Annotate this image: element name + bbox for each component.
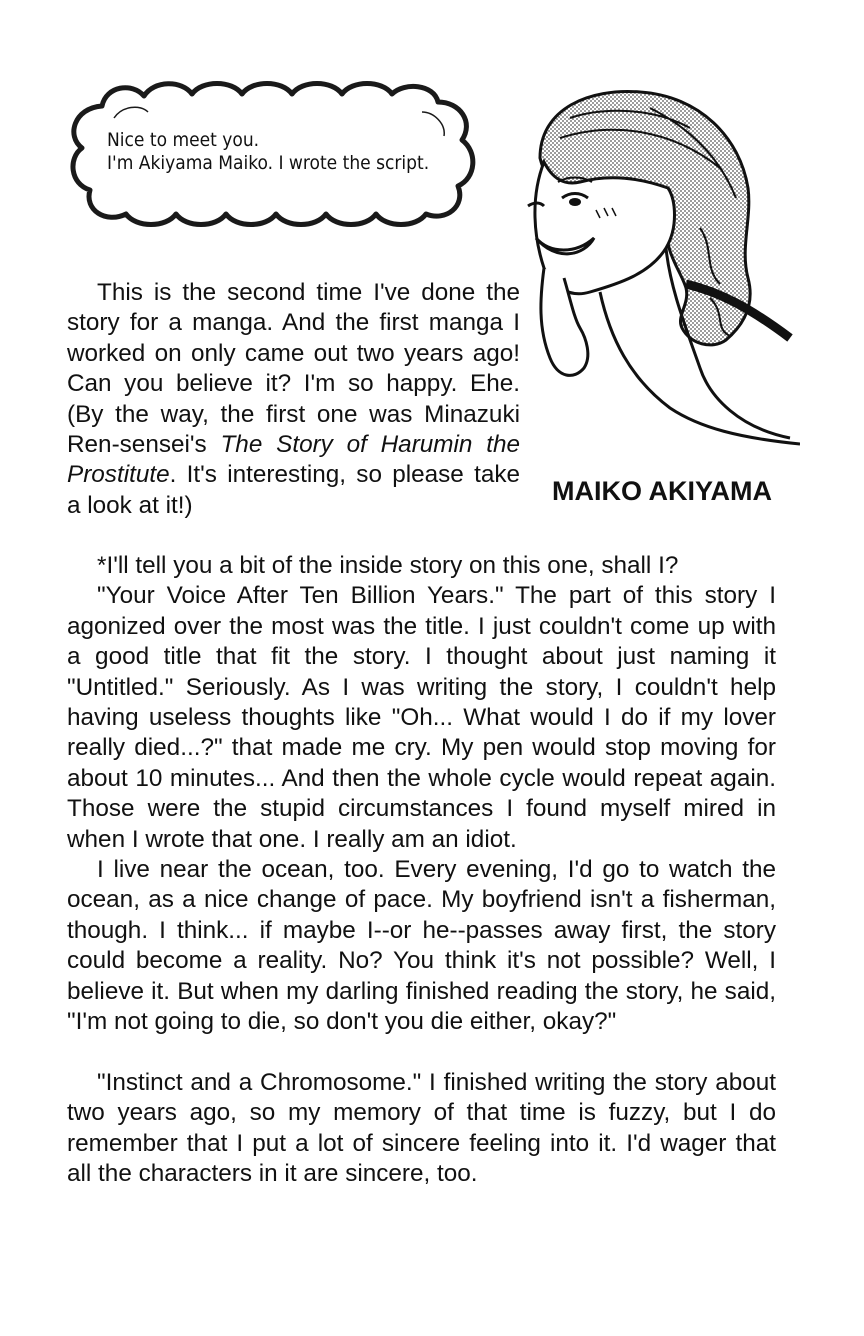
author-portrait <box>500 78 800 478</box>
intro-column <box>67 278 520 521</box>
bubble-line-greeting: Nice to meet you. <box>107 129 260 151</box>
main-column <box>67 551 776 1190</box>
portrait-caption: MAIKO AKIYAMA <box>552 476 773 506</box>
paragraph-ten-billion-years: "Your Voice After Ten Billion Years." The part of this story I agonized over the most was the title. I just couldn't come up with a good title that fit the story. I thought about just naming it "Untitled." Seriously. As I was writing the story, I couldn't help having useless thoughts like "Oh... What would I do if my lover really died...?" that made me cry. My pen would stop moving for about 10 minutes... And then the whole cycle would repeat again. Those were the stupid circumstances I found myself mired in when I wrote that one. I really am an idiot. <box>67 582 776 853</box>
intro-text-before-title: This is the second time I've done the story for a manga. And the first manga I worked on only came out two years ago! Can you believe it? I'm so happy. Ehe. (By the way, the first one was Minazuki Ren-sensei's <box>67 279 520 459</box>
intro-manga-title: The Story of Harumin the Prostitute <box>67 431 520 489</box>
paragraph-ocean: I live near the ocean, too. Every evening, I'd go to watch the ocean, as a nice change of pace. My boyfriend isn't a fisherman, though. I think... if maybe I--or he--passes away first, the story could become a reality. No? You think it's not possible? Well, I believe it. But when my darling finished reading the story, he said, "I'm not going to die, so don't you die either, okay?" <box>67 856 776 1036</box>
paragraph-inside-story: *I'll tell you a bit of the inside story on this one, shall I? <box>97 552 679 579</box>
intro-text-after-title: . It's interesting, so please take a look at it!) <box>67 461 520 519</box>
bubble-line-introduction: I'm Akiyama Maiko. I wrote the script. <box>107 152 430 174</box>
bubble-text <box>107 129 429 175</box>
paragraph-instinct-chromosome: "Instinct and a Chromosome." I finished writing the story about two years ago, so my memory of that time is fuzzy, but I do remember that I put a lot of sincere feeling into it. I'd wager that all the characters in it are sincere, too. <box>67 1068 776 1188</box>
speech-bubble <box>62 78 482 228</box>
intro-paragraph <box>67 278 520 521</box>
